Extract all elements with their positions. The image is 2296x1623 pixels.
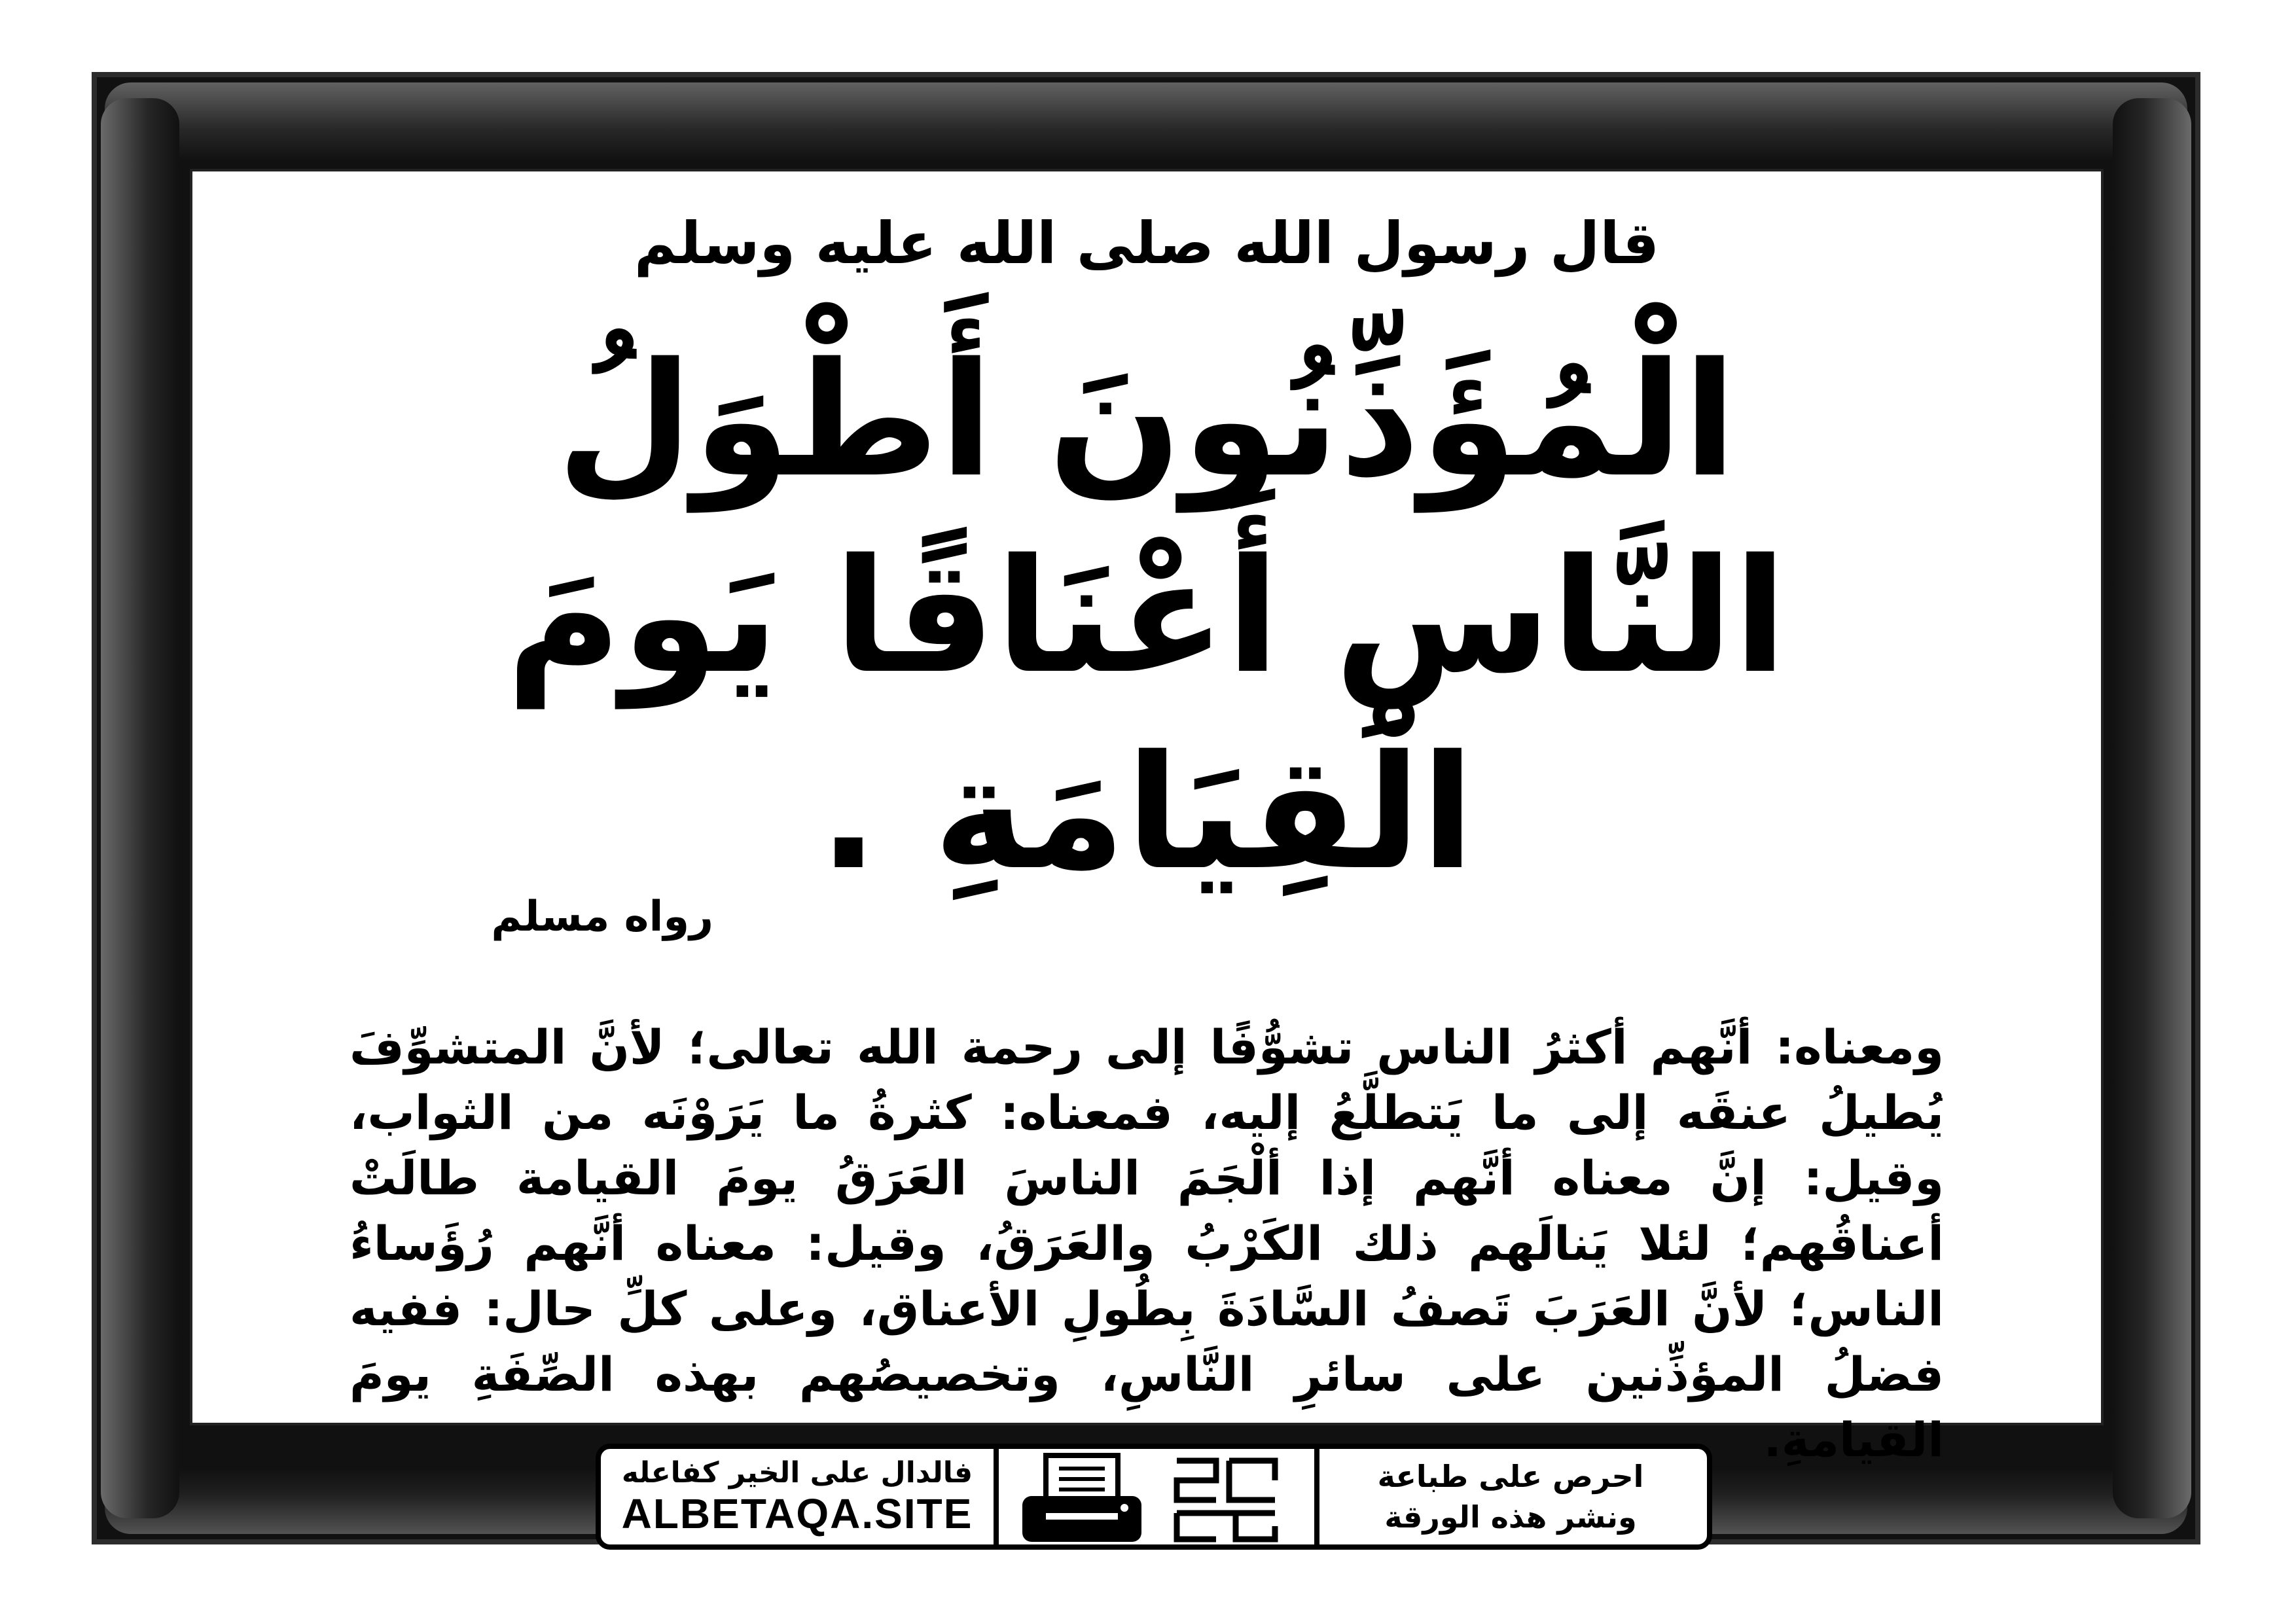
frame-highlight-top <box>105 82 2187 161</box>
footer-cta-block <box>1314 1449 1707 1544</box>
footer-bar <box>596 1444 1712 1550</box>
cta-line-2: ونشر هذه الورقة <box>1384 1499 1637 1535</box>
footer-divider <box>994 1449 999 1544</box>
frame-highlight-left <box>101 98 179 1518</box>
explanation-paragraph: ومعناه: أنَّهم أكثرُ الناس تشوُّفًا إلى رحمة الله تعالى؛ لأنَّ المتشوِّفَ يُطيلُ عنقَه إلى ما يَتطلَّعُ إليه، فمعناه: كثرةُ ما يَرَوْنَه من الثواب، وقيل: إنَّ معناه أنَّهم إذا ألْجَمَ الناسَ العَرَقُ يومَ القيامة طالَتْ أعناقُهم؛ لئلا يَنالَهم ذلك الكَرْبُ والعَرَقُ، وقيل: معناه أنَّهم رُؤَساءُ الناس؛ لأنَّ العَرَبَ تَصفُ السَّادَةَ بِطُولِ الأعناق، وعلى كلِّ حال: ففيه فضلُ المؤذِّنين على سائرِ النَّاسِ، وتخصيصُهم بهذه الصِّفَةِ يومَ القيامةِ. <box>350 1020 1944 1467</box>
content-panel <box>190 169 2104 1467</box>
cta-line-1: احرص على طباعة <box>1377 1459 1644 1494</box>
frame-highlight-right <box>2113 98 2191 1518</box>
intro-line: قال رسول الله صلى الله عليه وسلم <box>634 209 1660 277</box>
website-link[interactable]: ALBETAQA.SITE <box>621 1489 973 1537</box>
calligraphy-logo <box>1170 1454 1282 1546</box>
footer-slogan: فالدال على الخير كفاعله <box>621 1455 973 1489</box>
hadith-text: الْمُؤَذِّنُونَ أَطْوَلُ النَّاسِ أَعْنَاقًا يَومَ الْقِيَامَةِ . <box>506 329 1787 904</box>
printer-icon <box>1013 1450 1151 1548</box>
hadith-source: رواه مسلم <box>491 893 713 941</box>
footer-website-block <box>601 1449 994 1544</box>
